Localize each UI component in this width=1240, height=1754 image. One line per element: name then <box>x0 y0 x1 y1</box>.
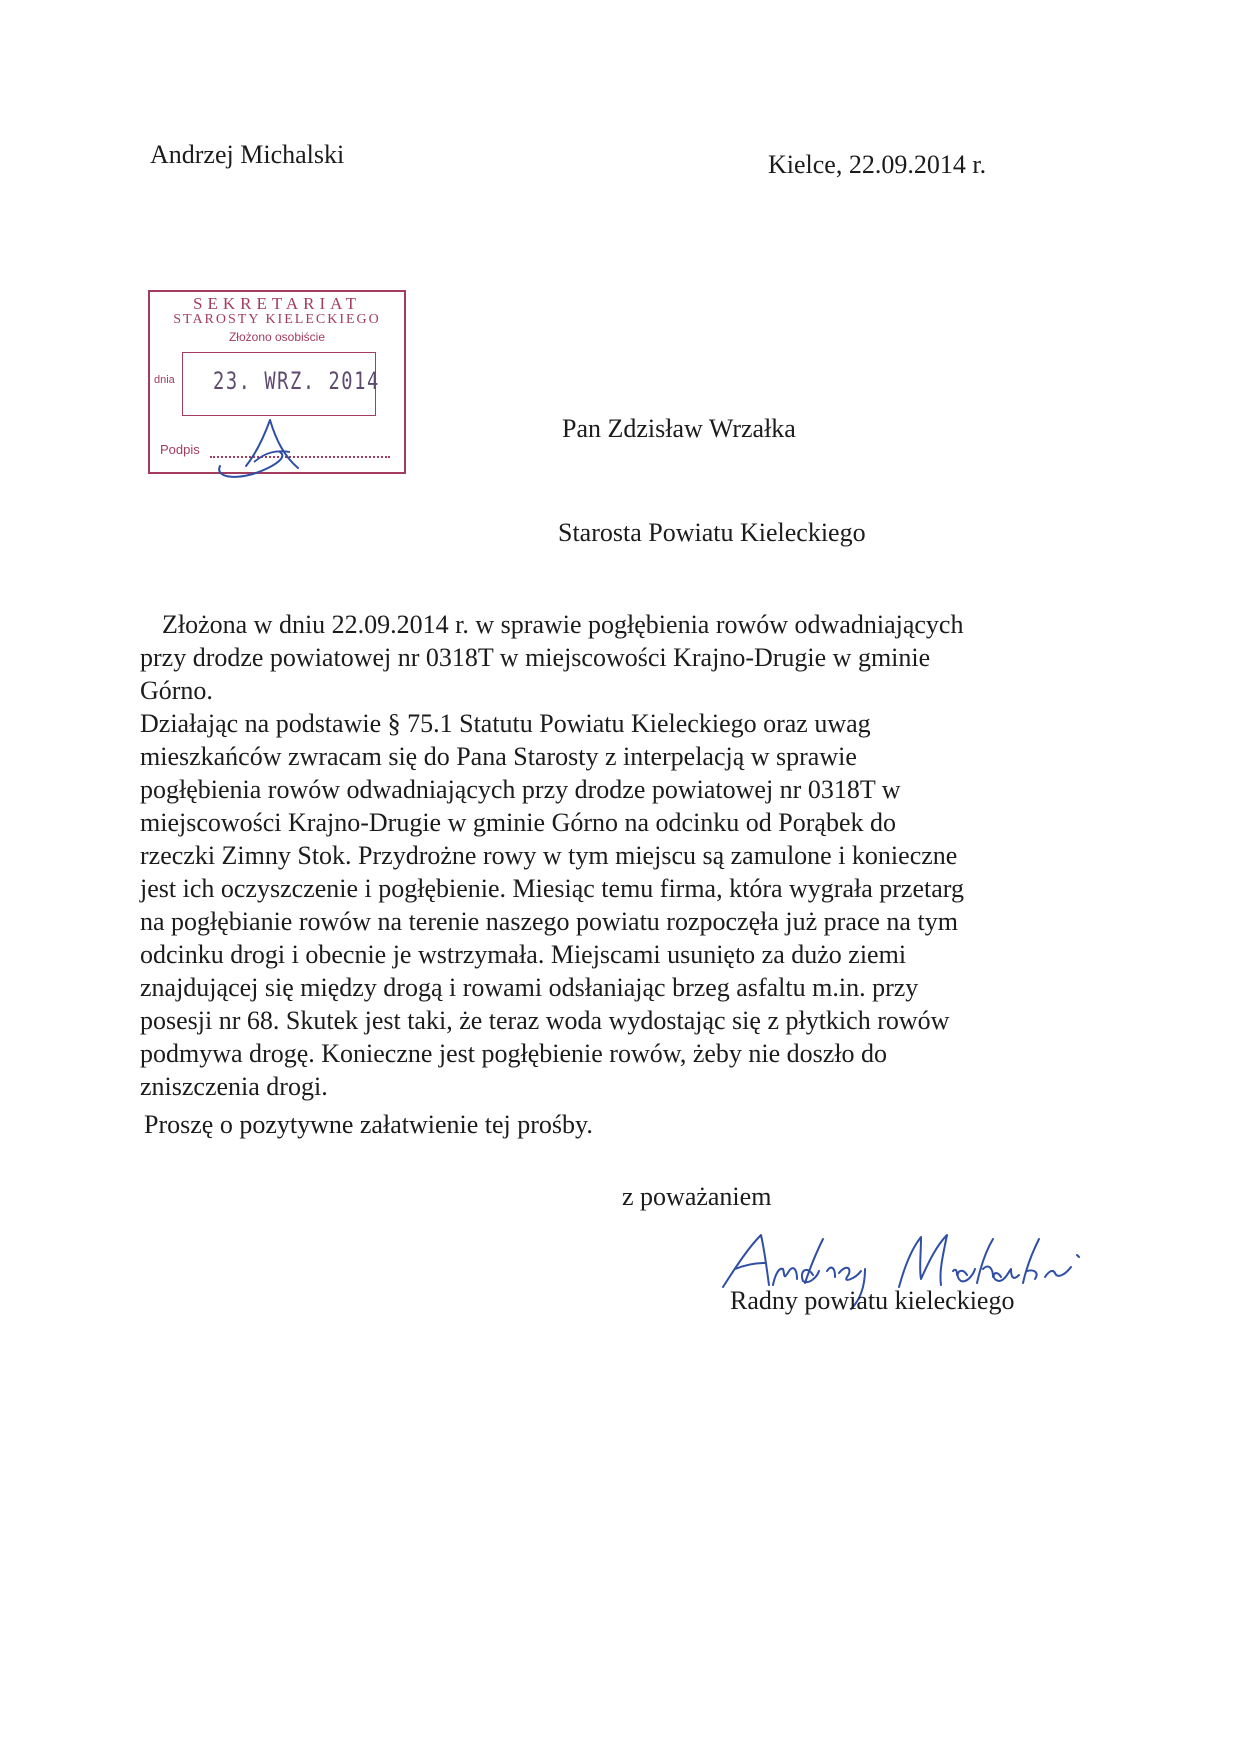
place-date: Kielce, 22.09.2014 r. <box>768 150 987 179</box>
recipient-name: Pan Zdzisław Wrzałka <box>562 414 796 443</box>
stamp-signature-label: Podpis <box>160 442 200 457</box>
body-line: zniszczenia drogi. <box>140 1072 328 1101</box>
body-line: Złożona w dniu 22.09.2014 r. w sprawie pogłębienia rowów odwadniających <box>162 610 964 639</box>
stamp-title: SEKRETARIAT <box>193 294 361 313</box>
body-line: jest ich oczyszczenie i pogłębienie. Miesiąc temu firma, która wygrała przetarg <box>140 874 964 903</box>
stamp-date-box <box>182 352 380 416</box>
salutation: z poważaniem <box>622 1182 772 1211</box>
stamp-subtitle: Złożono osobiście <box>228 330 326 344</box>
stamp-date-label: dnia <box>154 374 175 386</box>
body-line: na pogłębianie rowów na terenie naszego powiatu rozpoczęła już prace na tym <box>140 907 958 936</box>
body-line: Działając na podstawie § 75.1 Statutu Powiatu Kieleckiego oraz uwag <box>140 709 871 738</box>
signatory-role: Radny powiatu kieleckiego <box>730 1286 1015 1315</box>
body-line: pogłębienia rowów odwadniających przy drodze powiatowej nr 0318T w <box>140 775 901 804</box>
stamp-date: 23. WRZ. 2014 <box>213 367 380 395</box>
body-line: podmywa drogę. Konieczne jest pogłębienie rowów, żeby nie doszło do <box>140 1039 888 1068</box>
sender-name: Andrzej Michalski <box>150 140 345 169</box>
stamp-initials-signature <box>210 412 320 482</box>
body-line: Proszę o pozytywne załatwienie tej prośby. <box>144 1110 593 1139</box>
body-line: znajdującej się między drogą i rowami odsłaniając brzeg asfaltu m.in. przy <box>140 973 919 1002</box>
letter-body <box>140 608 1100 1168</box>
body-line: miejscowości Krajno-Drugie w gminie Górno na odcinku od Porąbek do <box>140 808 897 837</box>
stamp-office: STAROSTY KIELECKIEGO <box>173 312 381 327</box>
registration-stamp <box>148 290 406 474</box>
body-line: mieszkańców zwracam się do Pana Starosty z interpelacją w sprawie <box>140 742 857 771</box>
recipient-title: Starosta Powiatu Kieleckiego <box>558 518 866 547</box>
body-line: odcinku drogi i obecnie je wstrzymała. Miejscami usunięto za dużo ziemi <box>140 940 907 969</box>
body-line: rzeczki Zimny Stok. Przydrożne rowy w tym miejscu są zamulone i konieczne <box>140 841 958 870</box>
body-line: przy drodze powiatowej nr 0318T w miejscowości Krajno-Drugie w gminie <box>140 643 931 672</box>
body-line: Górno. <box>140 676 213 705</box>
body-line: posesji nr 68. Skutek jest taki, że teraz woda wydostając się z płytkich rowów <box>140 1006 950 1035</box>
